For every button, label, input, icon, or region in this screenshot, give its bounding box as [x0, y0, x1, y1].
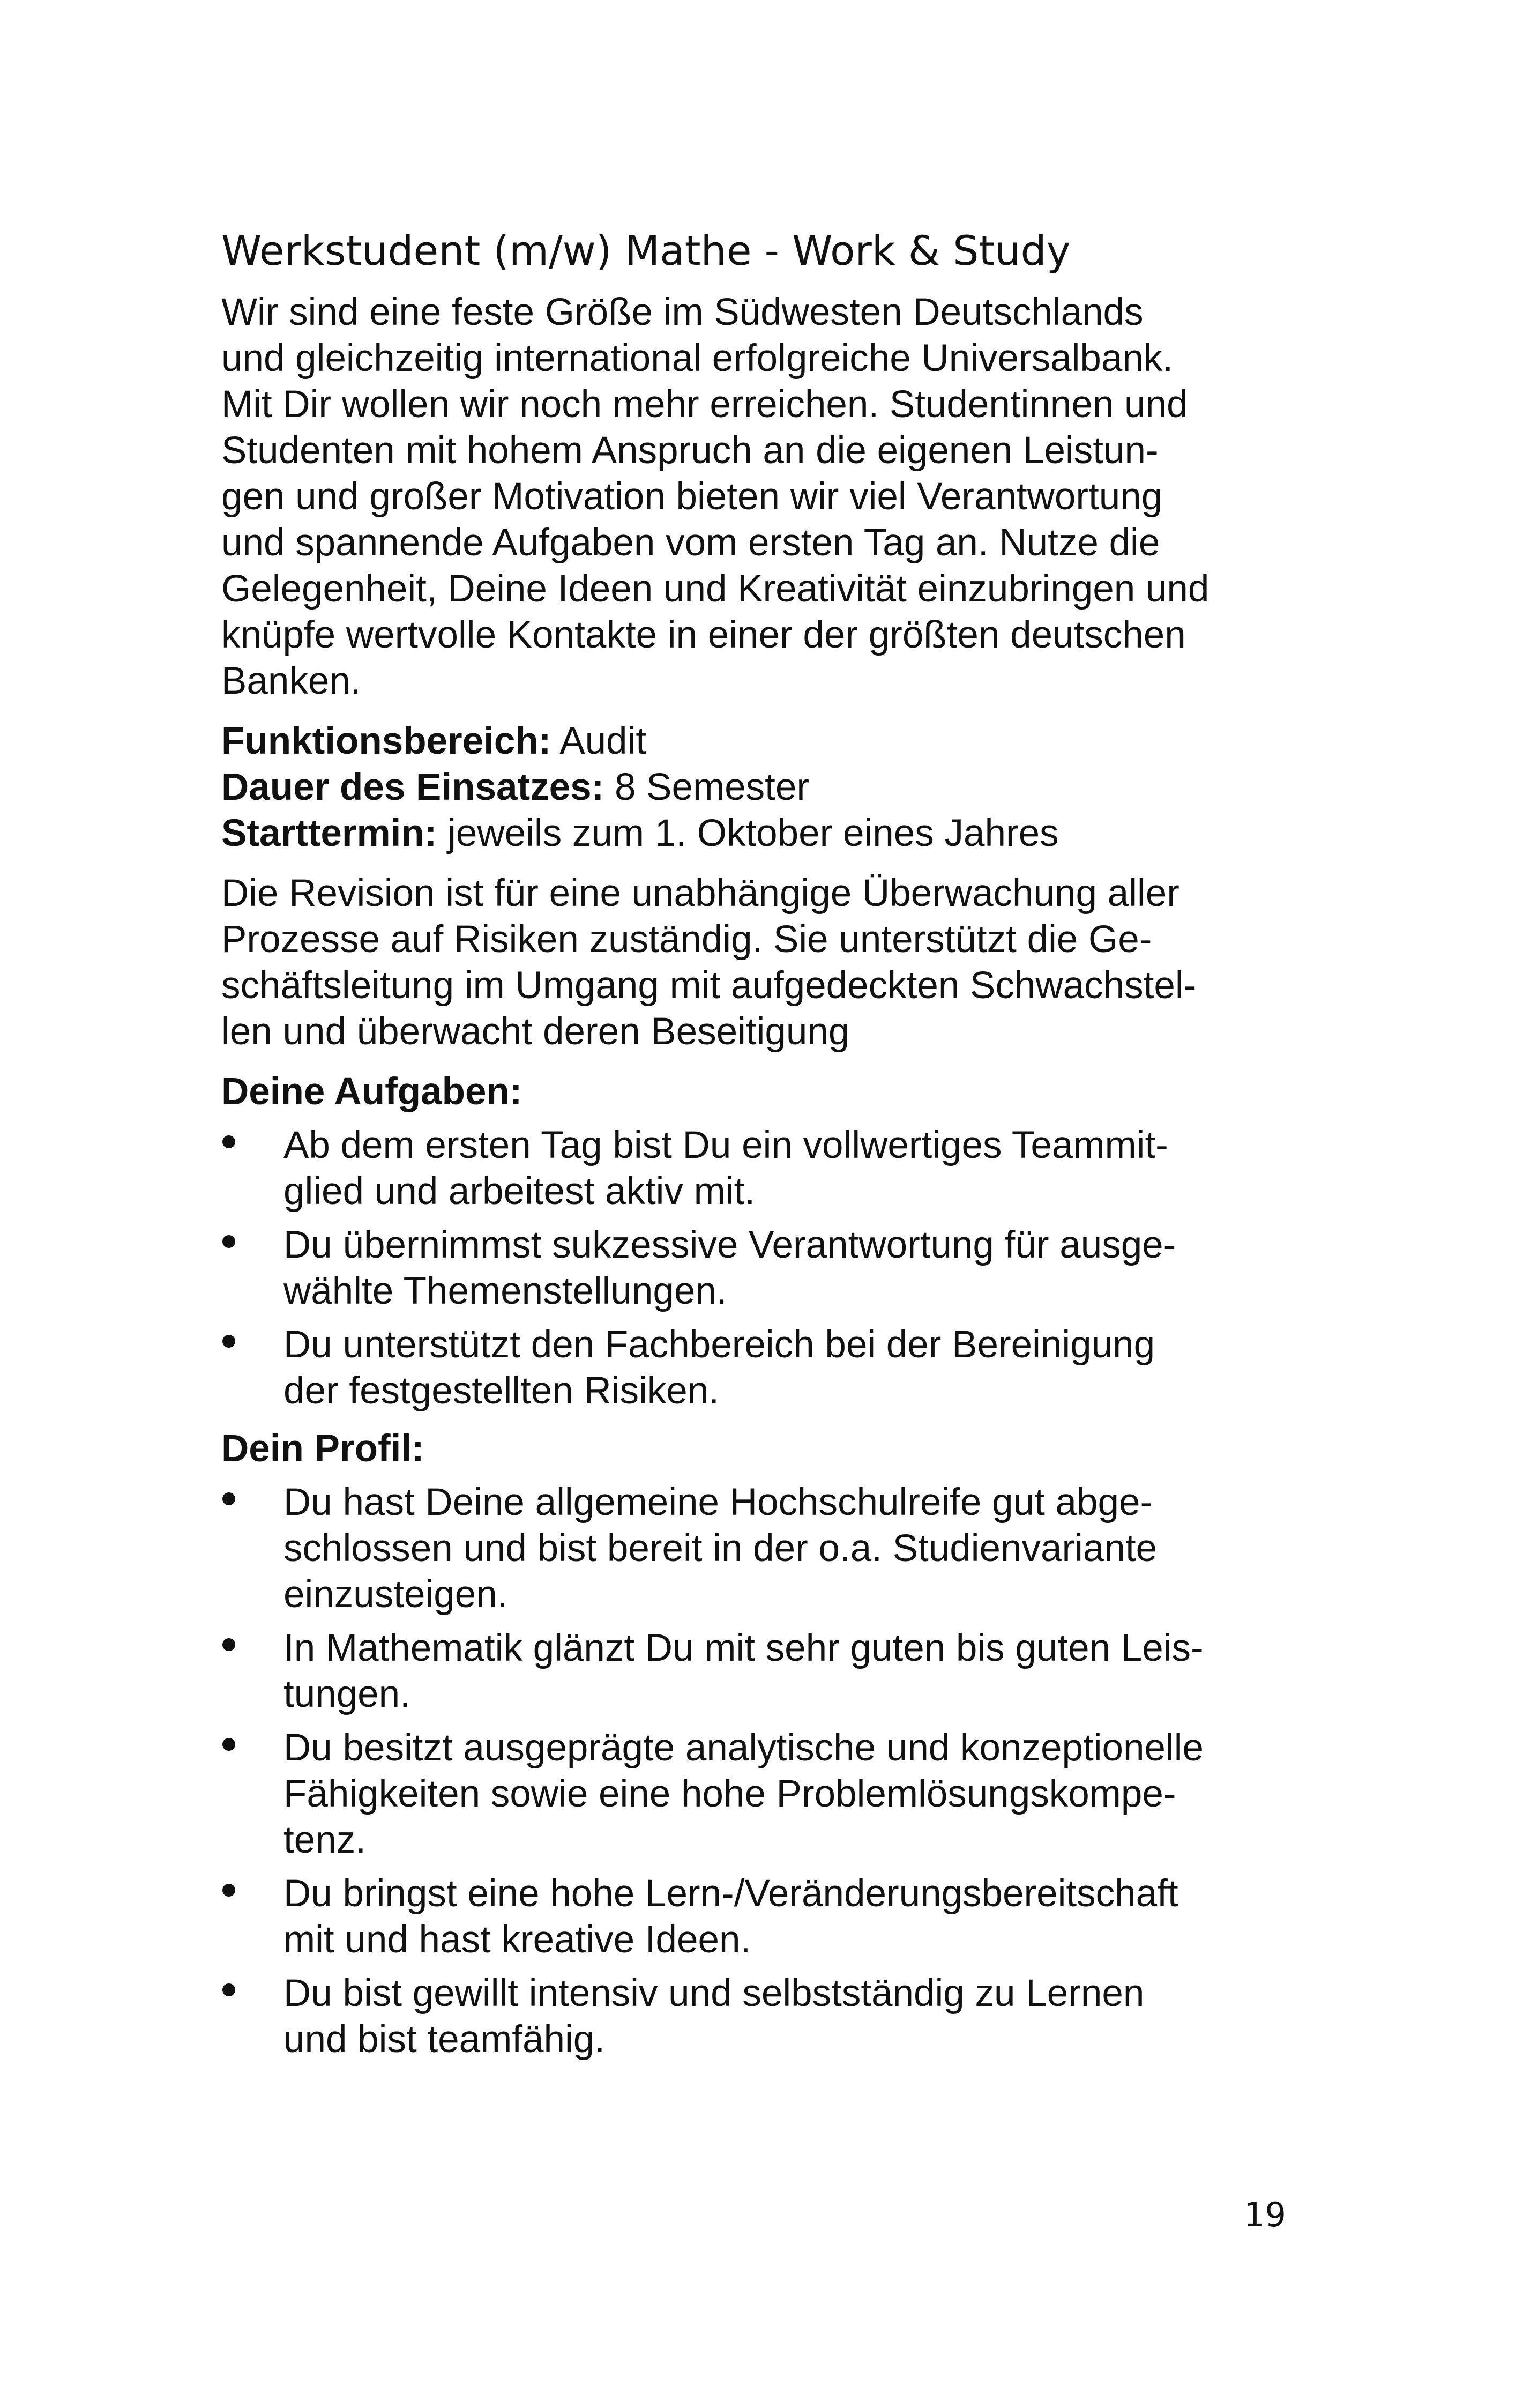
profile-line: Fähigkeiten sowie eine hohe Problemlösungskompe-: [283, 1773, 1176, 1815]
profile-line: tenz.: [283, 1819, 366, 1861]
revision-line: schäftsleitung im Umgang mit aufgedeckten Schwachstel-: [221, 964, 1197, 1007]
bullet-icon: [222, 1335, 235, 1348]
profile-line: In Mathematik glänzt Du mit sehr guten bis guten Leis-: [283, 1627, 1204, 1669]
revision-paragraph: [221, 871, 1298, 1055]
profile-line: schlossen und bist bereit in der o.a. Studienvariante: [283, 1527, 1158, 1570]
profile-heading: Dein Profil:: [221, 1428, 424, 1470]
tasks-list: [221, 1123, 1298, 1414]
intro-line: knüpfe wertvolle Kontakte in einer der größten deutschen: [221, 614, 1186, 656]
tasks-heading: Deine Aufgaben:: [221, 1071, 522, 1113]
profile-item: [221, 1625, 1298, 1718]
fact-value: 8 Semester: [604, 766, 810, 808]
page-content: [221, 224, 1298, 2075]
fact-duration: [221, 764, 1298, 811]
revision-line: len und überwacht deren Beseitigung: [221, 1010, 850, 1053]
profile-line: Du bist gewillt intensiv und selbstständig zu Lernen: [283, 1972, 1145, 2015]
task-line: der festgestellten Risiken.: [283, 1370, 719, 1412]
task-line: Du unterstützt den Fachbereich bei der Bereinigung: [283, 1324, 1155, 1366]
profile-item: [221, 1480, 1298, 1618]
intro-line: Mit Dir wollen wir noch mehr erreichen. Studentinnen und: [221, 383, 1188, 426]
revision-line: Prozesse auf Risiken zuständig. Sie unterstützt die Ge-: [221, 918, 1152, 961]
profile-item: [221, 1871, 1298, 1963]
intro-paragraph: [221, 289, 1298, 704]
fact-function-area: [221, 718, 1298, 764]
page-title: Werkstudent (m/w) Mathe - Work & Study: [221, 227, 1071, 274]
fact-label: Funktionsbereich:: [221, 720, 551, 762]
fact-value: Audit: [551, 720, 647, 762]
profile-line: mit und hast kreative Ideen.: [283, 1919, 751, 1961]
profile-line: und bist teamfähig.: [283, 2018, 605, 2061]
bullet-icon: [222, 1884, 235, 1897]
fact-label: Starttermin:: [221, 812, 437, 854]
bullet-icon: [222, 1135, 235, 1148]
task-item: [221, 1123, 1298, 1215]
profile-list: [221, 1480, 1298, 2063]
intro-line: Gelegenheit, Deine Ideen und Kreativität einzubringen und: [221, 568, 1210, 610]
task-line: Ab dem ersten Tag bist Du ein vollwertiges Teammit-: [283, 1124, 1168, 1166]
profile-line: einzusteigen.: [283, 1573, 508, 1616]
bullet-icon: [222, 1738, 235, 1751]
task-line: Du übernimmst sukzessive Verantwortung für ausge-: [283, 1224, 1176, 1266]
intro-line: Banken.: [221, 660, 361, 702]
intro-line: und gleichzeitig international erfolgreiche Universalbank.: [221, 337, 1174, 380]
bullet-icon: [222, 1983, 235, 1996]
profile-item: [221, 1725, 1298, 1863]
profile-item: [221, 1971, 1298, 2063]
task-item: [221, 1222, 1298, 1314]
job-facts: [221, 718, 1298, 857]
task-item: [221, 1322, 1298, 1414]
task-line: wählte Themenstellungen.: [283, 1270, 727, 1312]
task-line: glied und arbeitest aktiv mit.: [283, 1170, 756, 1213]
fact-value: jeweils zum 1. Oktober eines Jahres: [437, 812, 1059, 854]
page-number: 19: [1244, 2195, 1286, 2234]
intro-line: und spannende Aufgaben vom ersten Tag an. Nutze die: [221, 522, 1160, 564]
bullet-icon: [222, 1638, 235, 1651]
profile-line: tungen.: [283, 1673, 410, 1715]
bullet-icon: [222, 1492, 235, 1505]
profile-line: Du besitzt ausgeprägte analytische und konzeptionelle: [283, 1727, 1204, 1769]
revision-line: Die Revision ist für eine unabhängige Überwachung aller: [221, 872, 1179, 915]
bullet-icon: [222, 1235, 235, 1248]
fact-start-date: [221, 811, 1298, 857]
intro-line: Studenten mit hohem Anspruch an die eigenen Leistun-: [221, 429, 1159, 472]
profile-line: Du bringst eine hohe Lern-/Veränderungsbereitschaft: [283, 1872, 1178, 1915]
fact-label: Dauer des Einsatzes:: [221, 766, 604, 808]
intro-line: Wir sind eine feste Größe im Südwesten Deutschlands: [221, 291, 1144, 333]
profile-line: Du hast Deine allgemeine Hochschulreife gut abge-: [283, 1481, 1153, 1523]
intro-line: gen und großer Motivation bieten wir viel Verantwortung: [221, 475, 1163, 518]
